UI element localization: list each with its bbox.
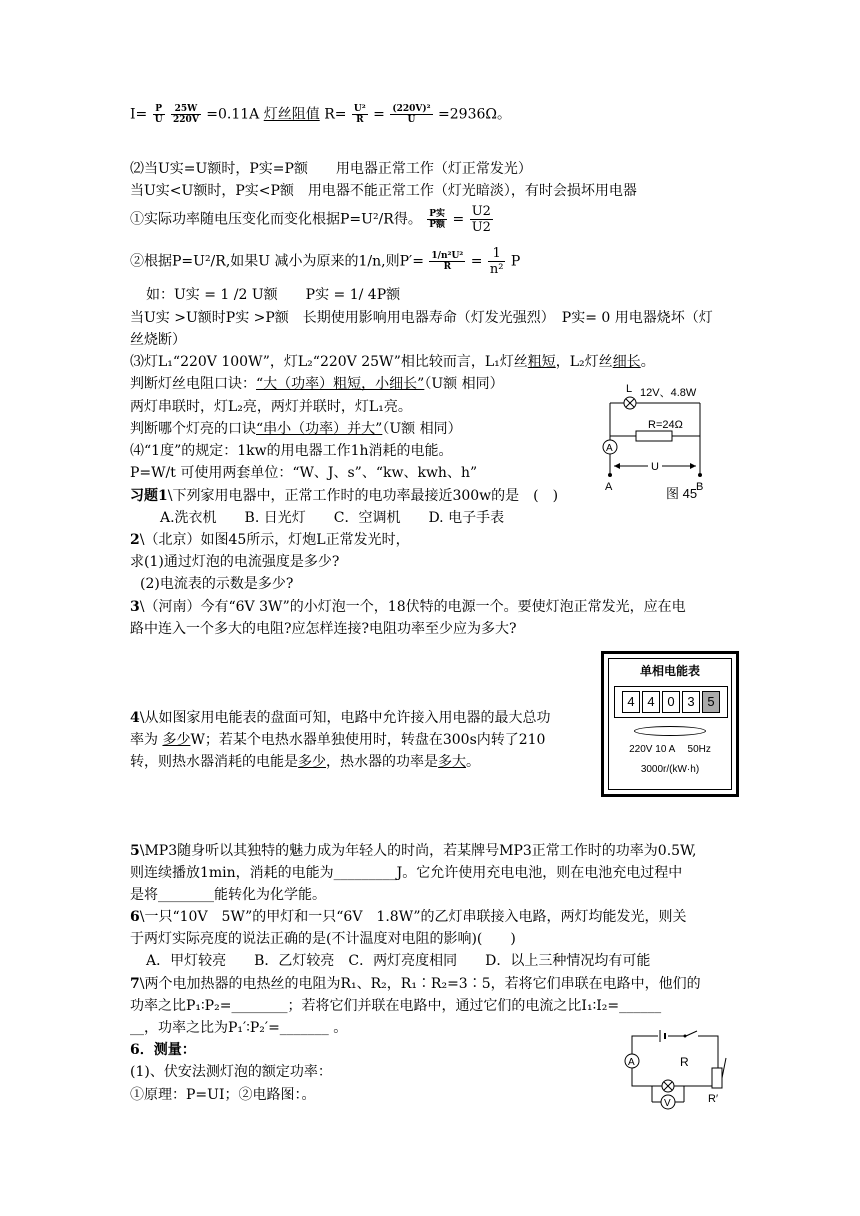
voltmeter-label: V [664, 1098, 671, 1109]
section-6-title: 6．测量： [130, 1042, 196, 1058]
meter-spec: 220V 10 A 50Hz [629, 744, 711, 755]
voltammetry-circuit [622, 1028, 732, 1112]
question-7: 7\两个电加热器的电热丝的电阻为R₁、R₂，R₁∶R₂=3∶5，若将它们串联在电路中，他们的 [130, 976, 701, 992]
meter-digits [614, 686, 728, 718]
line-2: ⑵当U实=U额时，P实=P额 用电器正常工作（灯正常发光） [130, 161, 532, 177]
underlined-text: 灯丝阻值 [263, 106, 320, 123]
rheostat-label: R′ [708, 1093, 719, 1105]
ammeter-label: A [606, 443, 613, 454]
question-2-b: (2)电流表的示数是多少? [140, 576, 294, 592]
meter-digit: 4 [642, 691, 660, 713]
fraction: $\frac{25W}{220V}$ [173, 104, 199, 125]
question-5-b: 则连续播放1min，消耗的电能为_________J。它允许使用充电电池，则在电池充电过程中 [130, 865, 683, 881]
question-3-b: 路中连入一个多大的电阻?应怎样连接?电阻功率至少应为多大? [130, 621, 517, 637]
question-6-options: A．甲灯较亮 B．乙灯较亮 C．两灯亮度相同 D．以上三种情况均有可能 [146, 953, 651, 969]
question-4-c: 转，则热水器消耗的电能是多少，热水器的功率是多大。 [130, 754, 480, 770]
line-3: 当U实<U额时，P实<P额 用电器不能正常工作（灯光暗淡），有时会损坏用电器 [130, 183, 637, 199]
meter-title: 单相电能表 [639, 664, 700, 678]
text: =0.11A [206, 106, 260, 123]
section-6-2: ①原理：P=UI；②电路图：。 [130, 1087, 316, 1103]
line-11: 两灯串联时，灯L₂亮，两灯并联时，灯L₁亮。 [130, 399, 412, 415]
resistor-label: R [680, 1055, 689, 1069]
terminal-b: B [696, 481, 704, 493]
line-14: P=W/t 可使用两套单位：“W、J、s”、“kw、kwh、h” [130, 465, 478, 481]
meter-disc-icon [634, 726, 706, 736]
line-current-formula: I= $\frac{P}{U}$ $\frac{25W}{220V}$ =0.11A 灯丝阻值 R= $\frac{\text{U²}}{R}$ = $\frac{\text{(220V)²}}{U}$ =2936Ω。 [130, 104, 512, 125]
lamp-label: L [626, 383, 633, 395]
fraction: $\frac{P}{U}$ [154, 104, 163, 125]
fraction: $\frac{1}{\text{n²}}$ [489, 246, 504, 277]
energy-meter [601, 651, 739, 797]
figure-45-circuit [600, 378, 720, 510]
rheostat-icon [712, 1068, 722, 1088]
lamp-rating: 12V、4.8W [640, 387, 697, 399]
question-6-b: 于两灯实际亮度的说法正确的是(不计温度对电阻的影响)( ) [130, 931, 516, 947]
meter-digit-last: 5 [702, 691, 720, 713]
fraction: $\frac{U2}{U2}$ [471, 204, 491, 235]
question-2: 2\（北京）如图45所示，灯炮L正常发光时， [130, 532, 410, 548]
section-6-1: (1)、伏安法测灯泡的额定功率： [130, 1064, 332, 1080]
fraction: $\frac{\text{U²}}{R}$ [353, 104, 366, 125]
meter-digit: 4 [622, 691, 640, 713]
line-4: ①实际功率随电压变化而变化根据P=U²/R得。 $\frac{\text{P实}}{\text{P额}}$ = $\frac{U2}{U2}$ [130, 204, 491, 235]
figure-caption: 图 45 [666, 486, 698, 501]
line-12: 判断哪个灯亮的口诀“串小（功率）并大”（U额 相同） [130, 421, 462, 437]
terminal-a: A [605, 481, 613, 493]
question-5: 5\MP3随身听以其独特的魅力成为年轻人的时尚，若某牌号MP3正常工作时的功率为0.5W, [130, 843, 697, 859]
resistor-label: R=24Ω [648, 419, 683, 431]
question-2-a: 求(1)通过灯泡的电流强度是多少? [130, 554, 340, 570]
line-9: ⑶灯L₁“220V 100W”，灯L₂“220V 25W”相比较而言，L₁灯丝粗短，L₂灯丝细长。 [130, 354, 655, 370]
fraction: $\frac{\text{P实}}{\text{P额}}$ [429, 209, 446, 230]
line-5: ②根据P=U²/R,如果U 减小为原来的1/n,则P′= $\frac{\text{1/n²U²}}{R}$ = $\frac{1}{\text{n²}}$ P [130, 246, 521, 277]
fraction: $\frac{\text{1/n²U²}}{R}$ [431, 251, 464, 272]
fraction: $\frac{\text{(220V)²}}{U}$ [392, 104, 431, 125]
line-10: 判断灯丝电阻口诀：“大（功率）粗短，小细长”（U额 相同） [130, 376, 504, 392]
question-1-options: A.洗衣机 B. 日光灯 C．空调机 D. 电子手表 [160, 510, 505, 526]
line-6: 如：U实 = 1 /2 U额 P实 = 1/ 4P额 [146, 287, 401, 303]
resistor-icon [636, 431, 672, 441]
text: =2936Ω。 [438, 106, 512, 123]
question-4-b: 率为 多少W；若某个电热水器单独使用时，转盘在300s内转了210 [130, 732, 546, 748]
question-5-c: 是将________能转化为化学能。 [130, 887, 326, 903]
meter-digit: 0 [662, 691, 680, 713]
question-3: 3\（河南）今有“6V 3W”的小灯泡一个，18伏特的电源一个。要使灯泡正常发光，应在电 [130, 599, 686, 615]
meter-rev: 3000r/(kW·h) [640, 764, 700, 775]
question-6: 6\一只“10V 5W”的甲灯和一只“6V 1.8W”的乙灯串联接入电路，两灯均能发光，则关 [130, 909, 687, 925]
line-7: 当U实 >U额时P实 >P额 长期使用影响用电器寿命（灯发光强烈） P实= 0 用电器烧坏（灯 [130, 310, 713, 326]
line-13: ⑷“1度”的规定：1kw的用电器工作1h消耗的电能。 [130, 443, 453, 459]
line-8: 丝烧断） [130, 332, 186, 348]
question-1: 习题1\下列家用电器中，正常工作时的电功率最接近300w的是 ( ) [130, 488, 559, 504]
ammeter-label: A [628, 1057, 635, 1068]
text: I= [130, 106, 148, 123]
question-4: 4\从如图家用电能表的盘面可知，电路中允许接入用电器的最大总功 [130, 710, 551, 726]
text: R= [324, 106, 347, 123]
question-7-b: 功率之比P₁∶P₂=________；若将它们并联在电路中，通过它们的电流之比I₁∶I₂=______ [130, 998, 662, 1014]
voltage-label: U [651, 461, 659, 473]
question-7-c: __，功率之比为P₁′∶P₂′=_______ 。 [130, 1020, 348, 1036]
meter-digit: 3 [682, 691, 700, 713]
